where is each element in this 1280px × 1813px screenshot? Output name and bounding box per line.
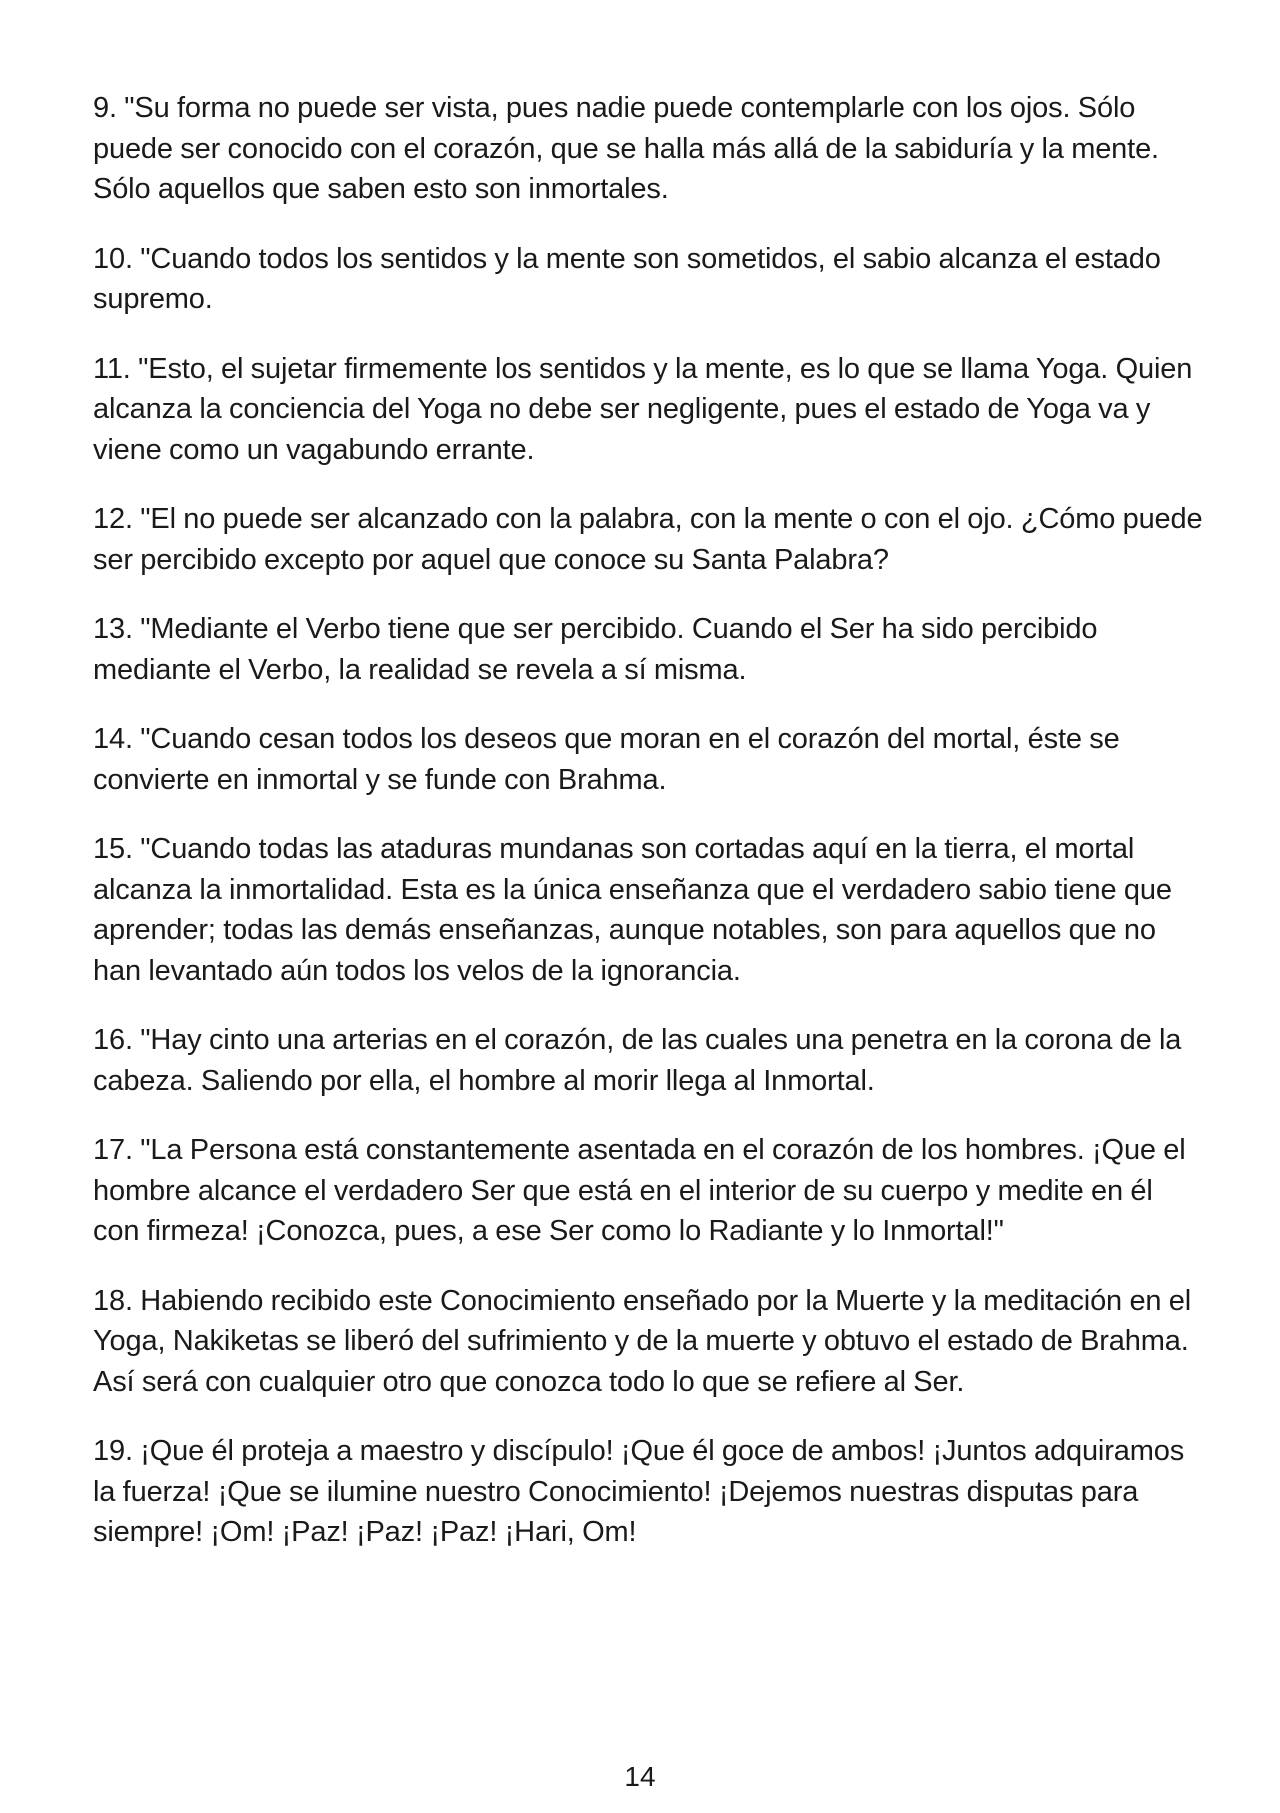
verse-13: 13. "Mediante el Verbo tiene que ser percibido. Cuando el Ser ha sido percibido mediante el Verbo, la realidad se revela a sí misma. (93, 613, 1098, 686)
verse-9: 9. "Su forma no puede ser vista, pues nadie puede contemplarle con los ojos. Sólo puede ser conocido con el corazón, que se halla más allá de la sabiduría y la mente. Sólo aquellos que saben esto son inmortales. (93, 92, 1159, 205)
verse-16: 16. "Hay cinto una arterias en el corazón, de las cuales una penetra en la corona de la cabeza. Saliendo por ella, el hombre al morir llega al Inmortal. (93, 1024, 1182, 1097)
verse-15: 15. "Cuando todas las ataduras mundanas son cortadas aquí en la tierra, el mortal alcanza la inmortalidad. Esta es la única enseñanza que el verdadero sabio tiene que aprender; todas las demás enseñanzas, aunque notables, son para aquellos que no han levantado aún todos los velos de la ignorancia. (93, 833, 1172, 987)
verse-12: 12. "El no puede ser alcanzado con la palabra, con la mente o con el ojo. ¿Cómo puede ser percibido excepto por aquel que conoce su Santa Palabra? (93, 503, 1203, 576)
verse-17: 17. "La Persona está constantemente asentada en el corazón de los hombres. ¡Que el hombre alcance el verdadero Ser que está en el interior de su cuerpo y medite en él con firmeza! ¡Conozca, pues, a ese Ser como lo Radiante y lo Inmortal!" (93, 1134, 1186, 1247)
page-number: 14 (624, 1761, 656, 1792)
verse-14: 14. "Cuando cesan todos los deseos que moran en el corazón del mortal, éste se convierte en inmortal y se funde con Brahma. (93, 723, 1120, 796)
verse-11: 11. "Esto, el sujetar firmemente los sentidos y la mente, es lo que se llama Yoga. Quien alcanza la conciencia del Yoga no debe ser negligente, pues el estado de Yoga va y viene como un vagabundo errante. (93, 352, 1193, 466)
verse-10: 10. "Cuando todos los sentidos y la mente son sometidos, el sabio alcanza el estado supremo. (93, 242, 1161, 315)
page-body (93, 88, 1203, 1582)
verse-18: 18. Habiendo recibido este Conocimiento enseñado por la Muerte y la meditación en el Yoga, Nakiketas se liberó del sufrimiento y de la muerte y obtuvo el estado de Brahma. Así será con cualquier otro que conozca todo lo que se refiere al Ser. (93, 1284, 1192, 1398)
verse-19: 19. ¡Que él proteja a maestro y discípulo! ¡Que él goce de ambos! ¡Juntos adquiramos la fuerza! ¡Que se ilumine nuestro Conocimiento! ¡Dejemos nuestras disputas para siempre! ¡Om! ¡Paz! ¡Paz! ¡Paz! ¡Hari, Om! (93, 1435, 1185, 1548)
